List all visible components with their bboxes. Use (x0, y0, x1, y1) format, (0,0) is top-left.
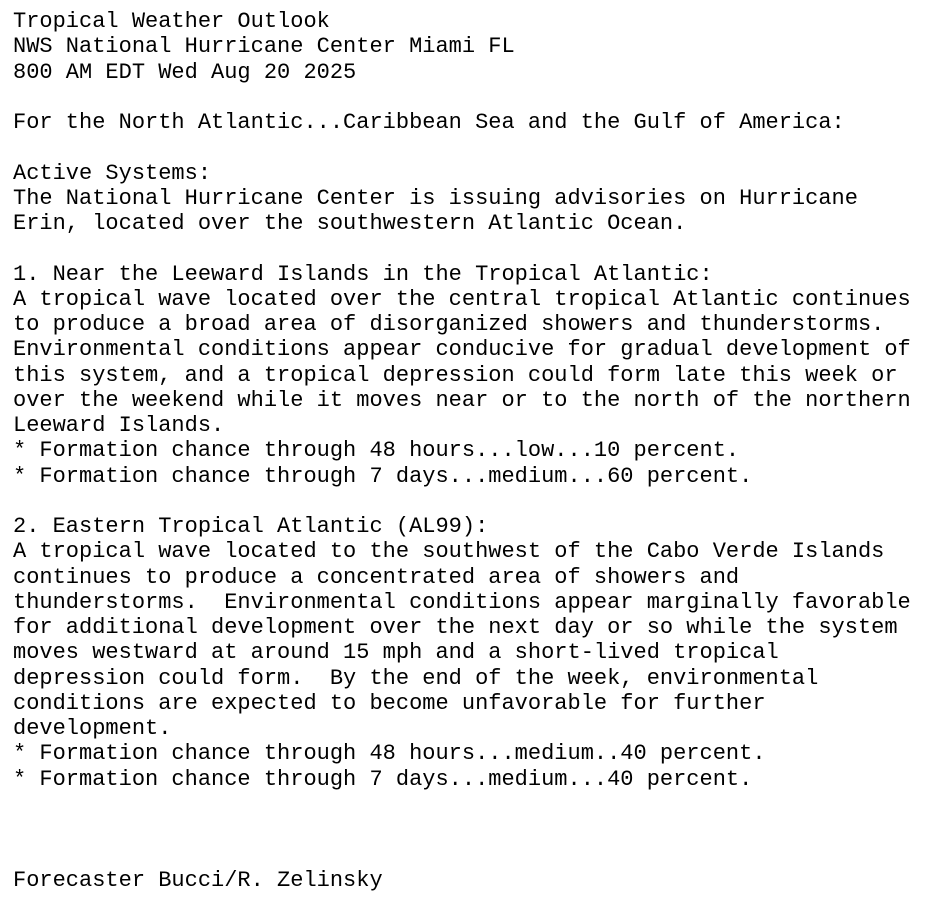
blank-line (13, 817, 911, 842)
blank-line (13, 85, 911, 110)
area-2-line: development. (13, 716, 172, 741)
area-1-line: Environmental conditions appear conducive for gradual development of (13, 337, 911, 363)
issue-time: 800 AM EDT Wed Aug 20 2025 (13, 59, 357, 85)
area-2-line: for additional development over the next day or so while the system (13, 615, 898, 640)
area-1-line: this system, and a tropical depression could form late this week or (13, 362, 898, 388)
blank-line (13, 135, 911, 160)
area-2-chance-48h: * Formation chance through 48 hours...medium..40 percent. (13, 741, 766, 767)
area-1-chance-48h: * Formation chance through 48 hours...low...10 percent. (13, 438, 740, 464)
area-2-heading: 2. Eastern Tropical Atlantic (AL99): (13, 514, 489, 539)
area-2-line: conditions are expected to become unfavorable for further (13, 690, 766, 716)
area-2-chance-7d: * Formation chance through 7 days...medium...40 percent. (13, 766, 753, 792)
active-systems-heading: Active Systems: (13, 160, 212, 186)
active-systems-line: Erin, located over the southwestern Atlantic Ocean. (13, 211, 687, 236)
blank-line (13, 842, 911, 867)
area-1-line: over the weekend while it moves near or to the north of the northern (13, 387, 911, 413)
area-1-line: Leeward Islands. (13, 413, 225, 438)
blank-line (13, 236, 911, 261)
forecaster-signature: Forecaster Bucci/R. Zelinsky (13, 867, 383, 893)
area-1-line: A tropical wave located over the central tropical Atlantic continues (13, 286, 911, 312)
area-2-line: thunderstorms. Environmental conditions appear marginally favorable (13, 589, 911, 615)
area-1-heading: 1. Near the Leeward Islands in the Tropical Atlantic: (13, 261, 713, 287)
area-2-line: A tropical wave located to the southwest of the Cabo Verde Islands (13, 539, 885, 565)
area-2-line: continues to produce a concentrated area of showers and (13, 564, 740, 590)
blank-line (13, 489, 911, 514)
issuing-office: NWS National Hurricane Center Miami FL (13, 34, 515, 60)
area-1-line: to produce a broad area of disorganized showers and thunderstorms. (13, 312, 885, 337)
area-2-line: depression could form. By the end of the week, environmental (13, 665, 819, 691)
area-1-chance-7d: * Formation chance through 7 days...medium...60 percent. (13, 463, 753, 489)
active-systems-line: The National Hurricane Center is issuing advisories on Hurricane (13, 185, 858, 211)
outlook-title: Tropical Weather Outlook (13, 9, 330, 34)
blank-line (13, 792, 911, 817)
region-statement: For the North Atlantic...Caribbean Sea and the Gulf of America: (13, 110, 845, 135)
outlook-text (13, 9, 911, 893)
area-2-line: moves westward at around 15 mph and a short-lived tropical (13, 640, 779, 666)
